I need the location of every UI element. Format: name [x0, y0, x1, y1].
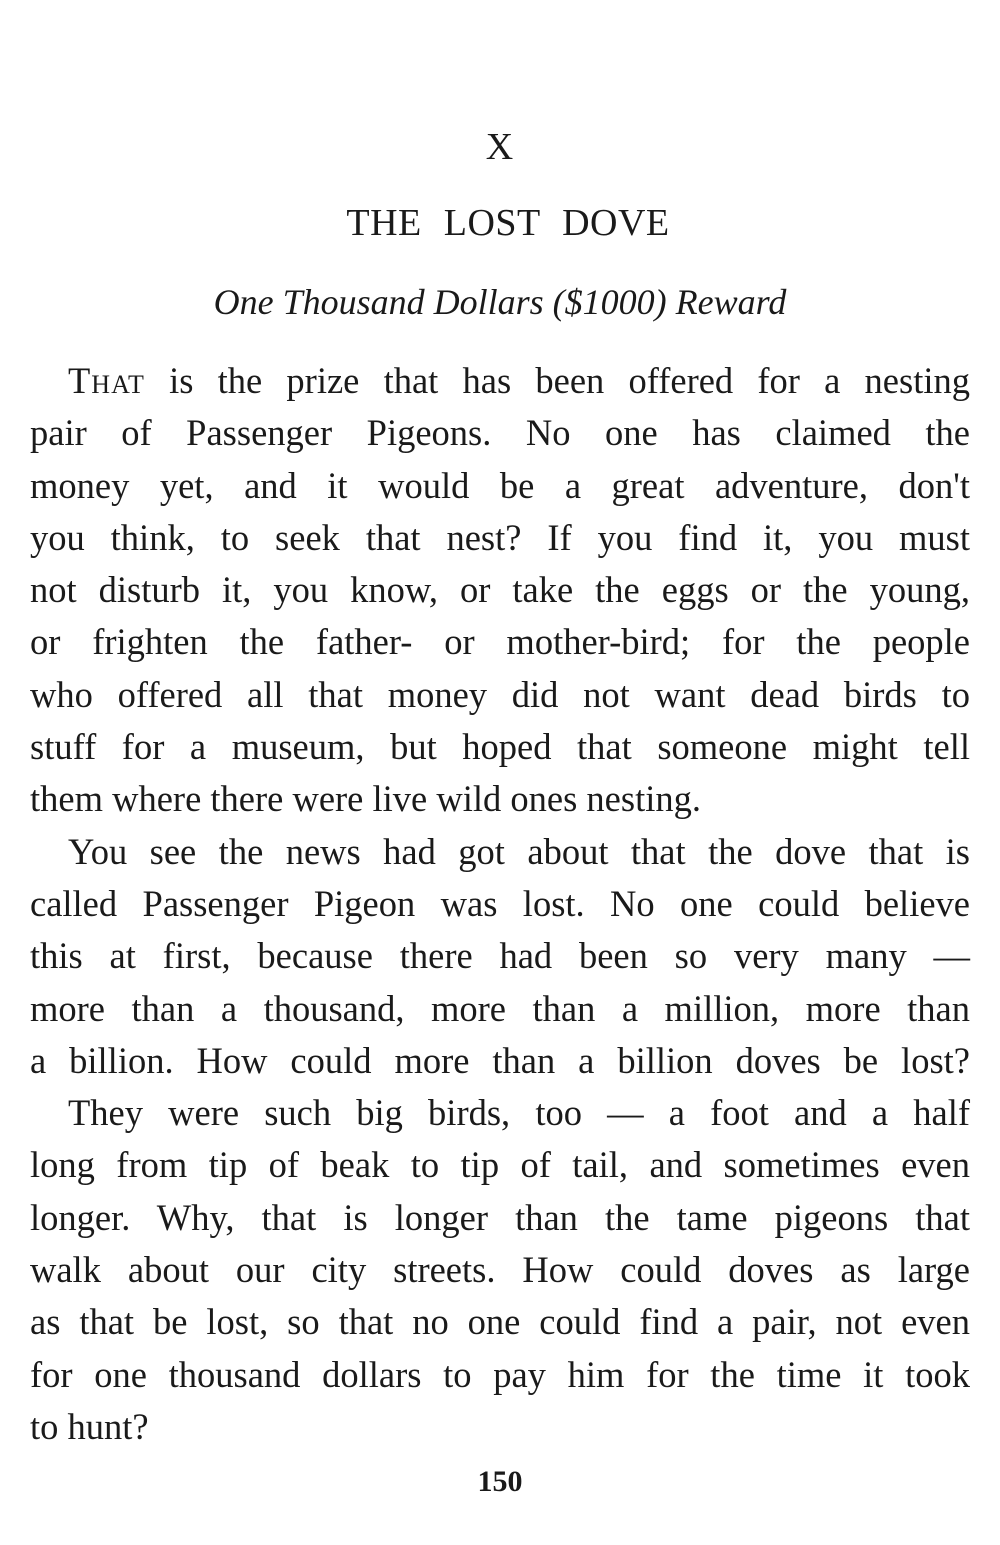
text-line: long from tip of beak to tip of tail, and sometimes even — [30, 1144, 970, 1186]
text-line-content: is the prize that has been offered for a nesting — [144, 360, 970, 401]
text-line: you think, to seek that nest? If you find it, you must — [30, 516, 970, 558]
text-line: a billion. How could more than a billion doves be lost? — [30, 1039, 970, 1081]
text-line: money yet, and it would be a great adventure, don't — [30, 464, 970, 506]
text-line: They were such big birds, too — a foot and a half — [68, 1092, 970, 1134]
text-line: this at first, because there had been so very many — — [30, 935, 970, 977]
small-caps-lead: That — [68, 360, 145, 401]
text-line: stuff for a museum, but hoped that someone might tell — [30, 726, 970, 768]
text-line: to hunt? — [30, 1405, 149, 1447]
text-line: not disturb it, you know, or take the eggs or the young, — [30, 569, 970, 611]
text-line: them where there were live wild ones nesting. — [30, 778, 701, 820]
page-number: 150 — [477, 1465, 523, 1498]
chapter-title: THE LOST DOVE — [346, 202, 670, 244]
text-line: You see the news had got about that the dove that is — [68, 830, 970, 872]
body-text — [30, 355, 970, 1453]
text-line: more than a thousand, more than a million, more than — [30, 987, 970, 1029]
text-line: walk about our city streets. How could doves as large — [30, 1249, 970, 1291]
text-line: who offered all that money did not want dead birds to — [30, 673, 970, 715]
text-line: called Passenger Pigeon was lost. No one could believe — [30, 882, 970, 924]
text-line: as that be lost, so that no one could find a pair, not even — [30, 1301, 970, 1343]
text-line: pair of Passenger Pigeons. No one has claimed the — [30, 412, 970, 454]
chapter-subtitle: One Thousand Dollars ($1000) Reward — [213, 282, 787, 322]
chapter-number: X — [485, 126, 515, 168]
text-line: longer. Why, that is longer than the tame pigeons that — [30, 1196, 970, 1238]
text-line — [30, 355, 970, 407]
text-line: for one thousand dollars to pay him for the time it took — [30, 1353, 970, 1395]
text-line: or frighten the father- or mother-bird; for the people — [30, 621, 970, 663]
